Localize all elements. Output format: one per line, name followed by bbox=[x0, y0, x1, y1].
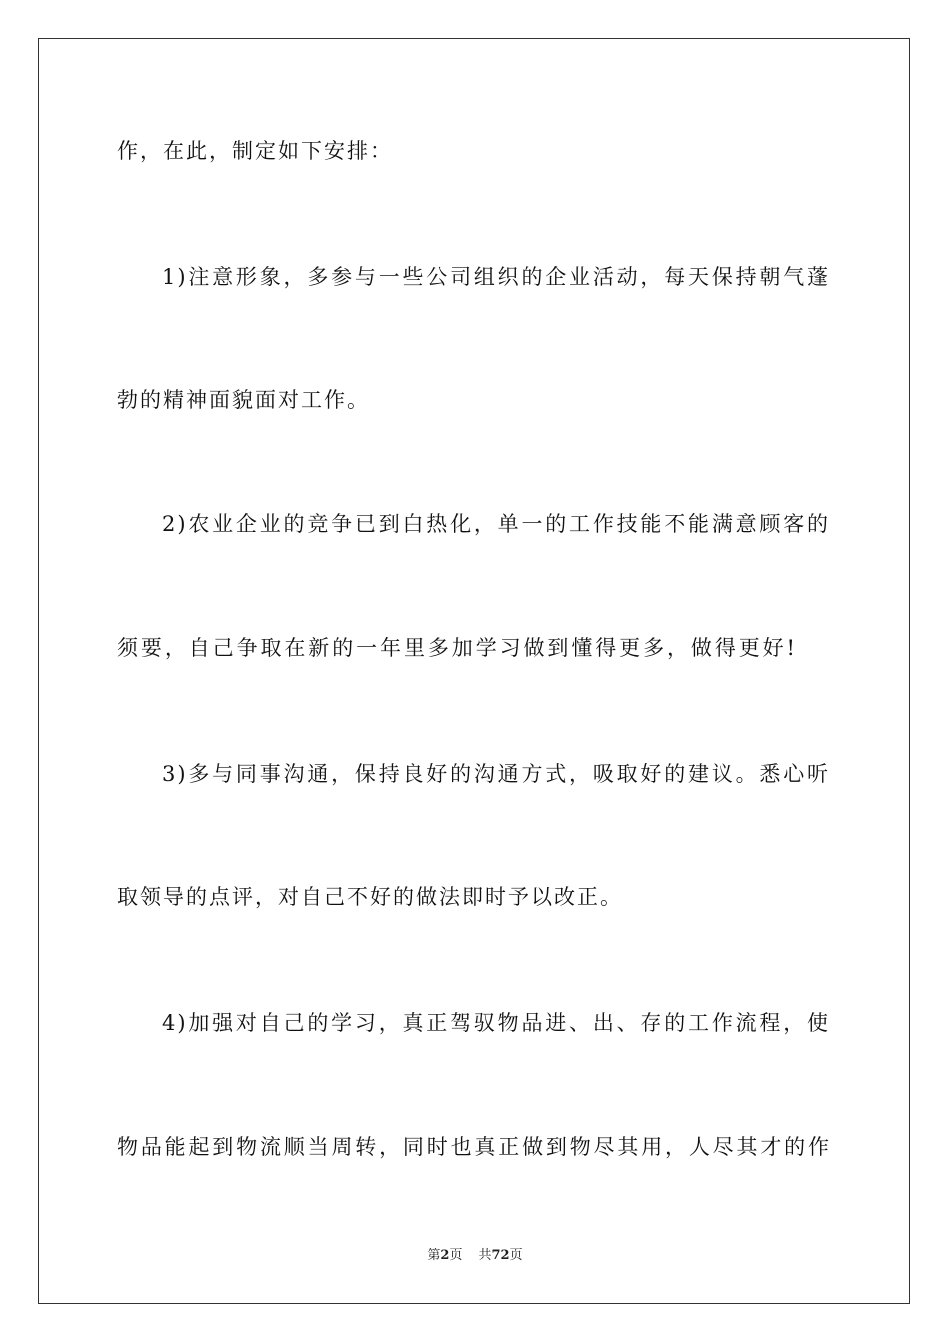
paragraph-line-9: 物品能起到物流顺当周转，同时也真正做到物尽其用，人尽其才的作 bbox=[117, 1135, 831, 1159]
footer-page-number: 2 bbox=[440, 1248, 450, 1263]
footer-page-suffix: 页 bbox=[449, 1248, 463, 1263]
paragraph-line-7: 取领导的点评，对自己不好的做法即时予以改正。 bbox=[117, 885, 623, 909]
paragraph-line-5: 须要，自己争取在新的一年里多加学习做到懂得更多，做得更好! bbox=[117, 636, 797, 660]
paragraph-line-8: 4)加强对自己的学习，真正驾驭物品进、出、存的工作流程，使 bbox=[162, 1011, 830, 1035]
footer-total-suffix: 页 bbox=[509, 1248, 523, 1263]
paragraph-line-6: 3)多与同事沟通，保持良好的沟通方式，吸取好的建议。悉心听 bbox=[162, 762, 830, 786]
paragraph-line-2: 1)注意形象，多参与一些公司组织的企业活动，每天保持朝气蓬 bbox=[162, 265, 830, 289]
paragraph-line-1: 作，在此，制定如下安排： bbox=[117, 139, 393, 163]
footer-total-pages: 72 bbox=[491, 1248, 510, 1263]
footer-page-prefix: 第 bbox=[427, 1248, 441, 1263]
page-border bbox=[38, 38, 910, 1304]
footer-total-prefix: 共 bbox=[478, 1248, 492, 1263]
page-footer bbox=[0, 1247, 950, 1265]
paragraph-line-3: 勃的精神面貌面对工作。 bbox=[117, 388, 370, 412]
paragraph-line-4: 2)农业企业的竞争已到白热化，单一的工作技能不能满意顾客的 bbox=[162, 512, 830, 536]
